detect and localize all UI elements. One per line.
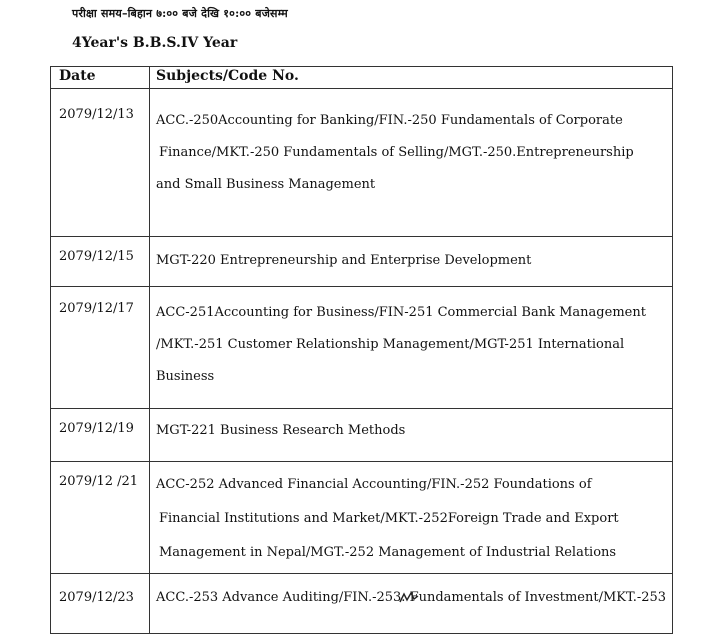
row-subjects	[150, 237, 673, 287]
exam-schedule-table	[50, 66, 673, 634]
row-subjects	[150, 462, 673, 574]
table-row	[51, 462, 673, 574]
table-row	[51, 237, 673, 287]
table-row	[51, 287, 673, 409]
subject-line: ACC.-250Accounting for Banking/FIN.-250 Fundamentals of Corporate	[156, 113, 623, 128]
exam-schedule-table-container	[50, 66, 673, 634]
row-date: 2079/12 /21	[51, 462, 150, 574]
row-date: 2079/12/15	[51, 237, 150, 287]
handwritten-mark-icon	[398, 590, 420, 604]
subject-line: ACC-251Accounting for Business/FIN-251 Commercial Bank Management	[156, 305, 646, 320]
subjects-column-header: Subjects/Code No.	[150, 67, 673, 89]
table-header-row	[51, 67, 673, 89]
exam-time-note: परीक्षा समय–बिहान ७:०० बजे देखि १०:०० बजेसम्म	[72, 7, 288, 20]
row-date: 2079/12/23	[51, 574, 150, 634]
row-subjects	[150, 89, 673, 237]
subject-line: MGT-220 Entrepreneurship and Enterprise Development	[156, 253, 532, 268]
row-date: 2079/12/19	[51, 409, 150, 462]
subject-line: ACC.-253 Advance Auditing/FIN.-253. Fundamentals of Investment/MKT.-253	[156, 590, 667, 605]
subject-line: ACC-252 Advanced Financial Accounting/FIN.-252 Foundations of	[156, 477, 592, 492]
subject-line: Business	[156, 369, 215, 384]
subject-line: and Small Business Management	[156, 177, 376, 192]
subject-line: MGT-221 Business Research Methods	[156, 423, 406, 438]
date-column-header: Date	[51, 67, 150, 89]
row-date: 2079/12/13	[51, 89, 150, 237]
section-title: 4Year's B.B.S.IV Year	[72, 35, 238, 51]
row-subjects	[150, 409, 673, 462]
subject-line: /MKT.-251 Customer Relationship Management/MGT-251 International	[156, 337, 625, 352]
subject-line: Finance/MKT.-250 Fundamentals of Selling/MGT.-250.Entrepreneurship	[159, 145, 634, 160]
row-date: 2079/12/17	[51, 287, 150, 409]
table-row	[51, 89, 673, 237]
table-row	[51, 574, 673, 634]
row-subjects	[150, 287, 673, 409]
subject-line: Financial Institutions and Market/MKT.-252Foreign Trade and Export	[159, 511, 619, 526]
table-row	[51, 409, 673, 462]
subject-line: Management in Nepal/MGT.-252 Management of Industrial Relations	[159, 545, 617, 560]
